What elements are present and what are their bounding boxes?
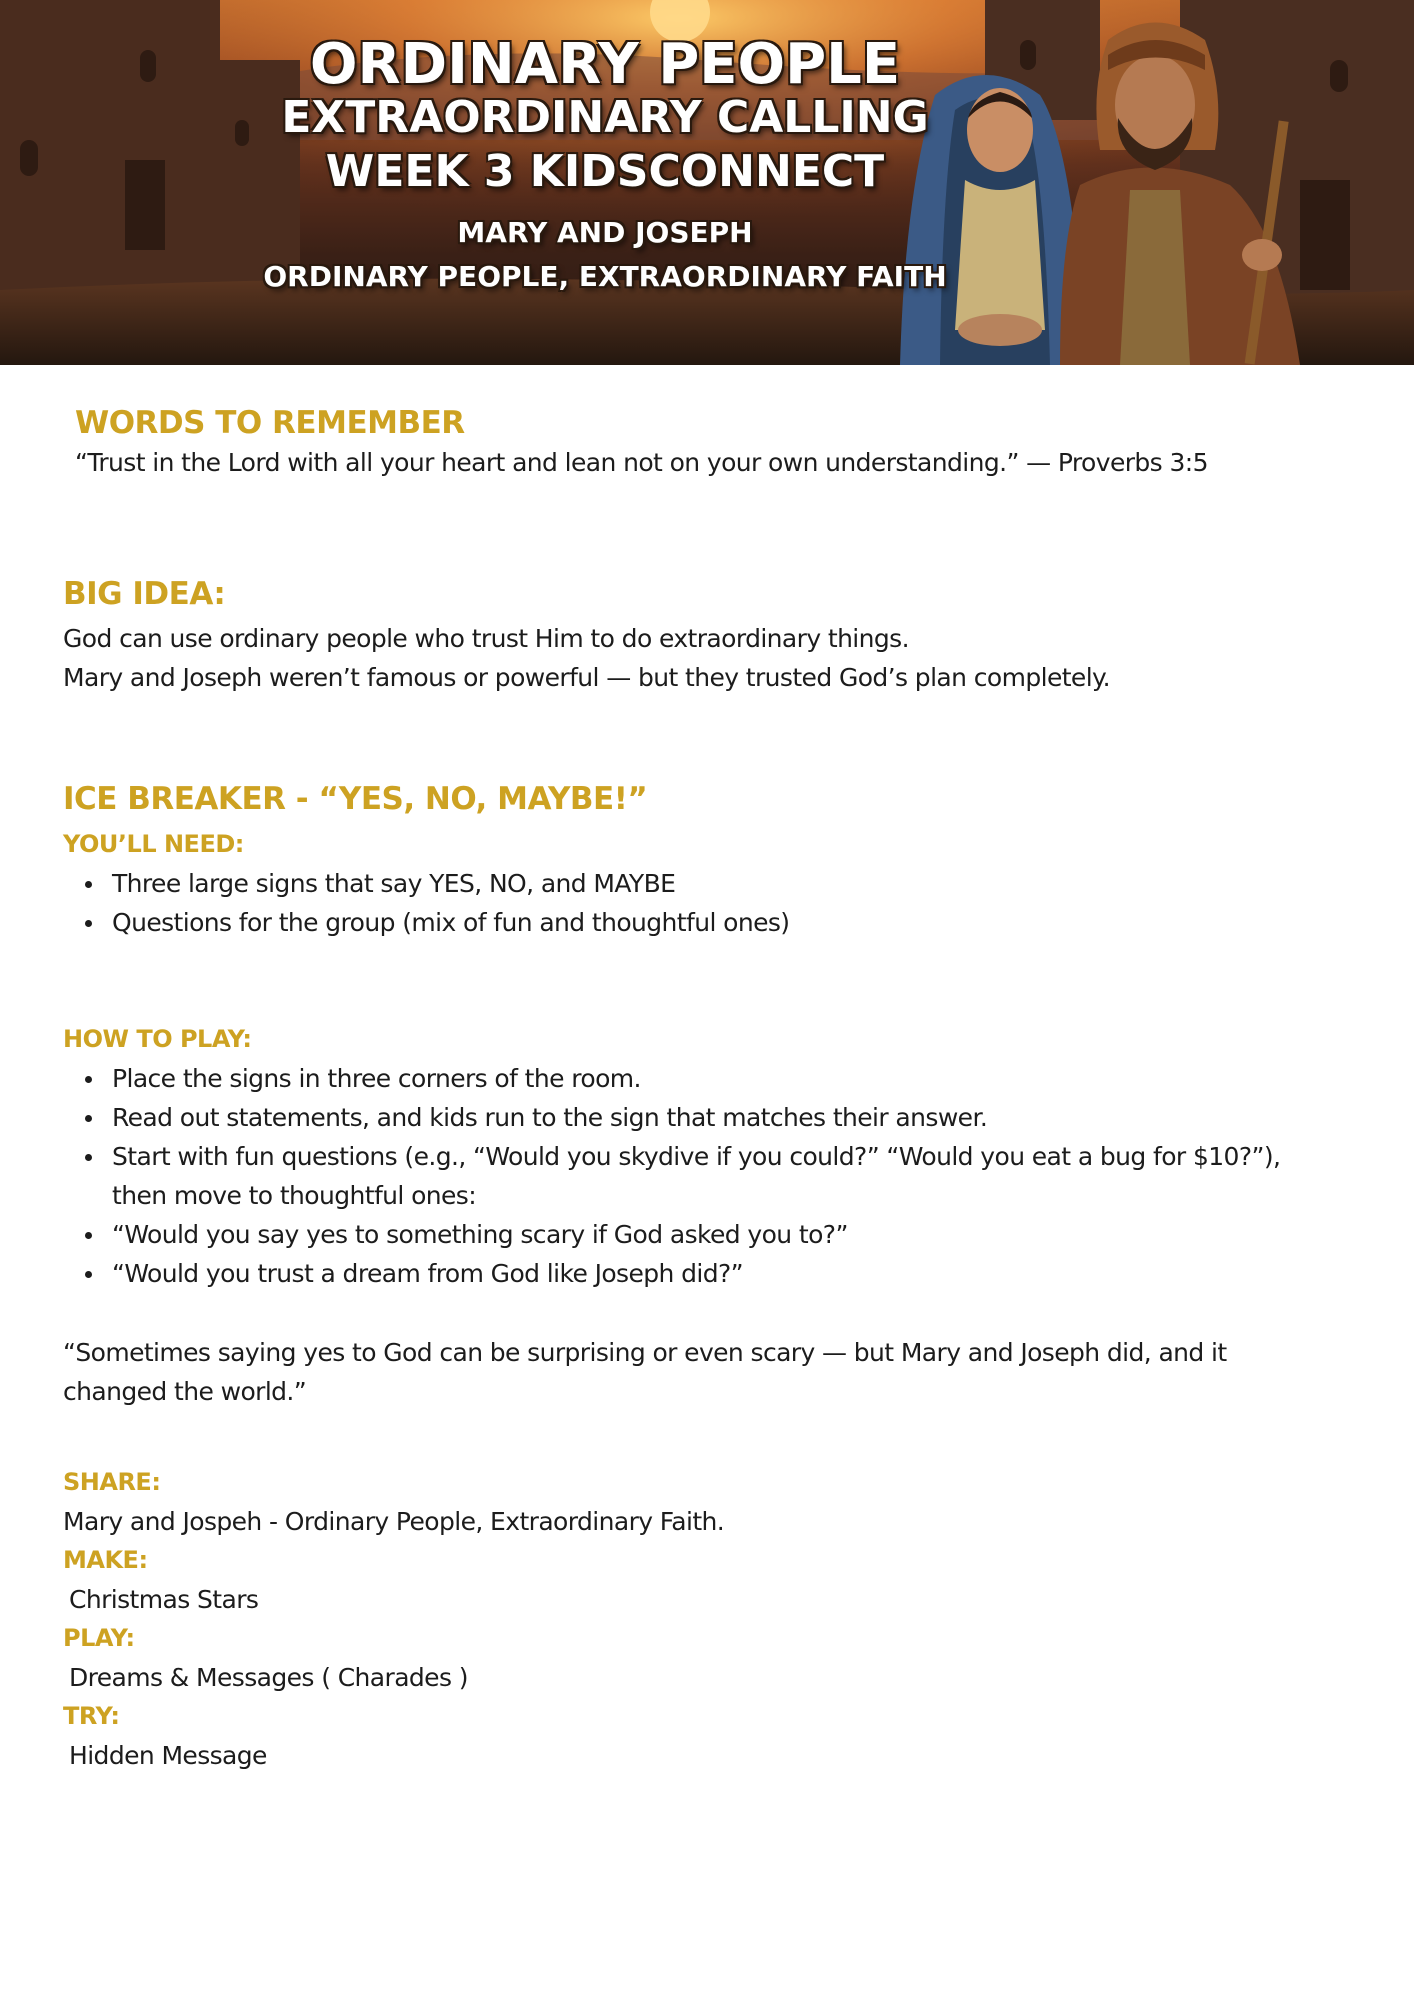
how-to-play-heading: HOW TO PLAY: xyxy=(63,1025,252,1053)
banner-lesson-name: MARY AND JOSEPH xyxy=(457,216,753,249)
list-item: Questions for the group (mix of fun and thoughtful ones) xyxy=(80,903,789,942)
banner-lesson-theme: ORDINARY PEOPLE, EXTRAORDINARY FAITH xyxy=(263,260,947,293)
try-heading: TRY: xyxy=(63,1702,120,1730)
ice-breaker-heading: ICE BREAKER - “YES, NO, MAYBE!” xyxy=(63,781,648,817)
list-item: “Would you trust a dream from God like Joseph did?” xyxy=(80,1254,1280,1293)
closing-quote-line: changed the world.” xyxy=(63,1377,307,1406)
banner-title: ORDINARY PEOPLE xyxy=(309,32,901,97)
list-item: Three large signs that say YES, NO, and MAYBE xyxy=(80,864,789,903)
memory-verse: “Trust in the Lord with all your heart and lean not on your own understanding.” — Proverbs 3:5 xyxy=(75,448,1208,477)
make-heading: MAKE: xyxy=(63,1546,148,1574)
make-text: Christmas Stars xyxy=(69,1585,259,1614)
play-text: Dreams & Messages ( Charades ) xyxy=(69,1663,468,1692)
big-idea-line: God can use ordinary people who trust Him to do extraordinary things. xyxy=(63,624,909,653)
youll-need-heading: YOU’LL NEED: xyxy=(63,830,244,858)
list-item: Read out statements, and kids run to the sign that matches their answer. xyxy=(80,1098,1280,1137)
share-heading: SHARE: xyxy=(63,1468,161,1496)
closing-quote-line: “Sometimes saying yes to God can be surprising or even scary — but Mary and Joseph did, and it xyxy=(63,1338,1227,1367)
big-idea-heading: BIG IDEA: xyxy=(63,576,226,612)
share-text: Mary and Jospeh - Ordinary People, Extraordinary Faith. xyxy=(63,1507,725,1536)
list-item-continuation: then move to thoughtful ones: xyxy=(112,1181,477,1210)
big-idea-line: Mary and Joseph weren’t famous or powerful — but they trusted God’s plan completely. xyxy=(63,663,1111,692)
banner-subtitle: EXTRAORDINARY CALLING xyxy=(281,92,929,143)
list-item: “Would you say yes to something scary if God asked you to?” xyxy=(80,1215,1280,1254)
words-to-remember-heading: WORDS TO REMEMBER xyxy=(75,405,465,441)
play-heading: PLAY: xyxy=(63,1624,135,1652)
banner-week: WEEK 3 KIDSCONNECT xyxy=(325,146,885,197)
list-item: Place the signs in three corners of the room. xyxy=(80,1059,1280,1098)
needed-items-list xyxy=(80,864,789,942)
how-to-play-list xyxy=(80,1059,1280,1293)
try-text: Hidden Message xyxy=(69,1741,267,1770)
list-item: Start with fun questions (e.g., “Would you skydive if you could?” “Would you eat a bug for $10?”), xyxy=(80,1137,1280,1176)
header-banner xyxy=(0,0,1414,365)
